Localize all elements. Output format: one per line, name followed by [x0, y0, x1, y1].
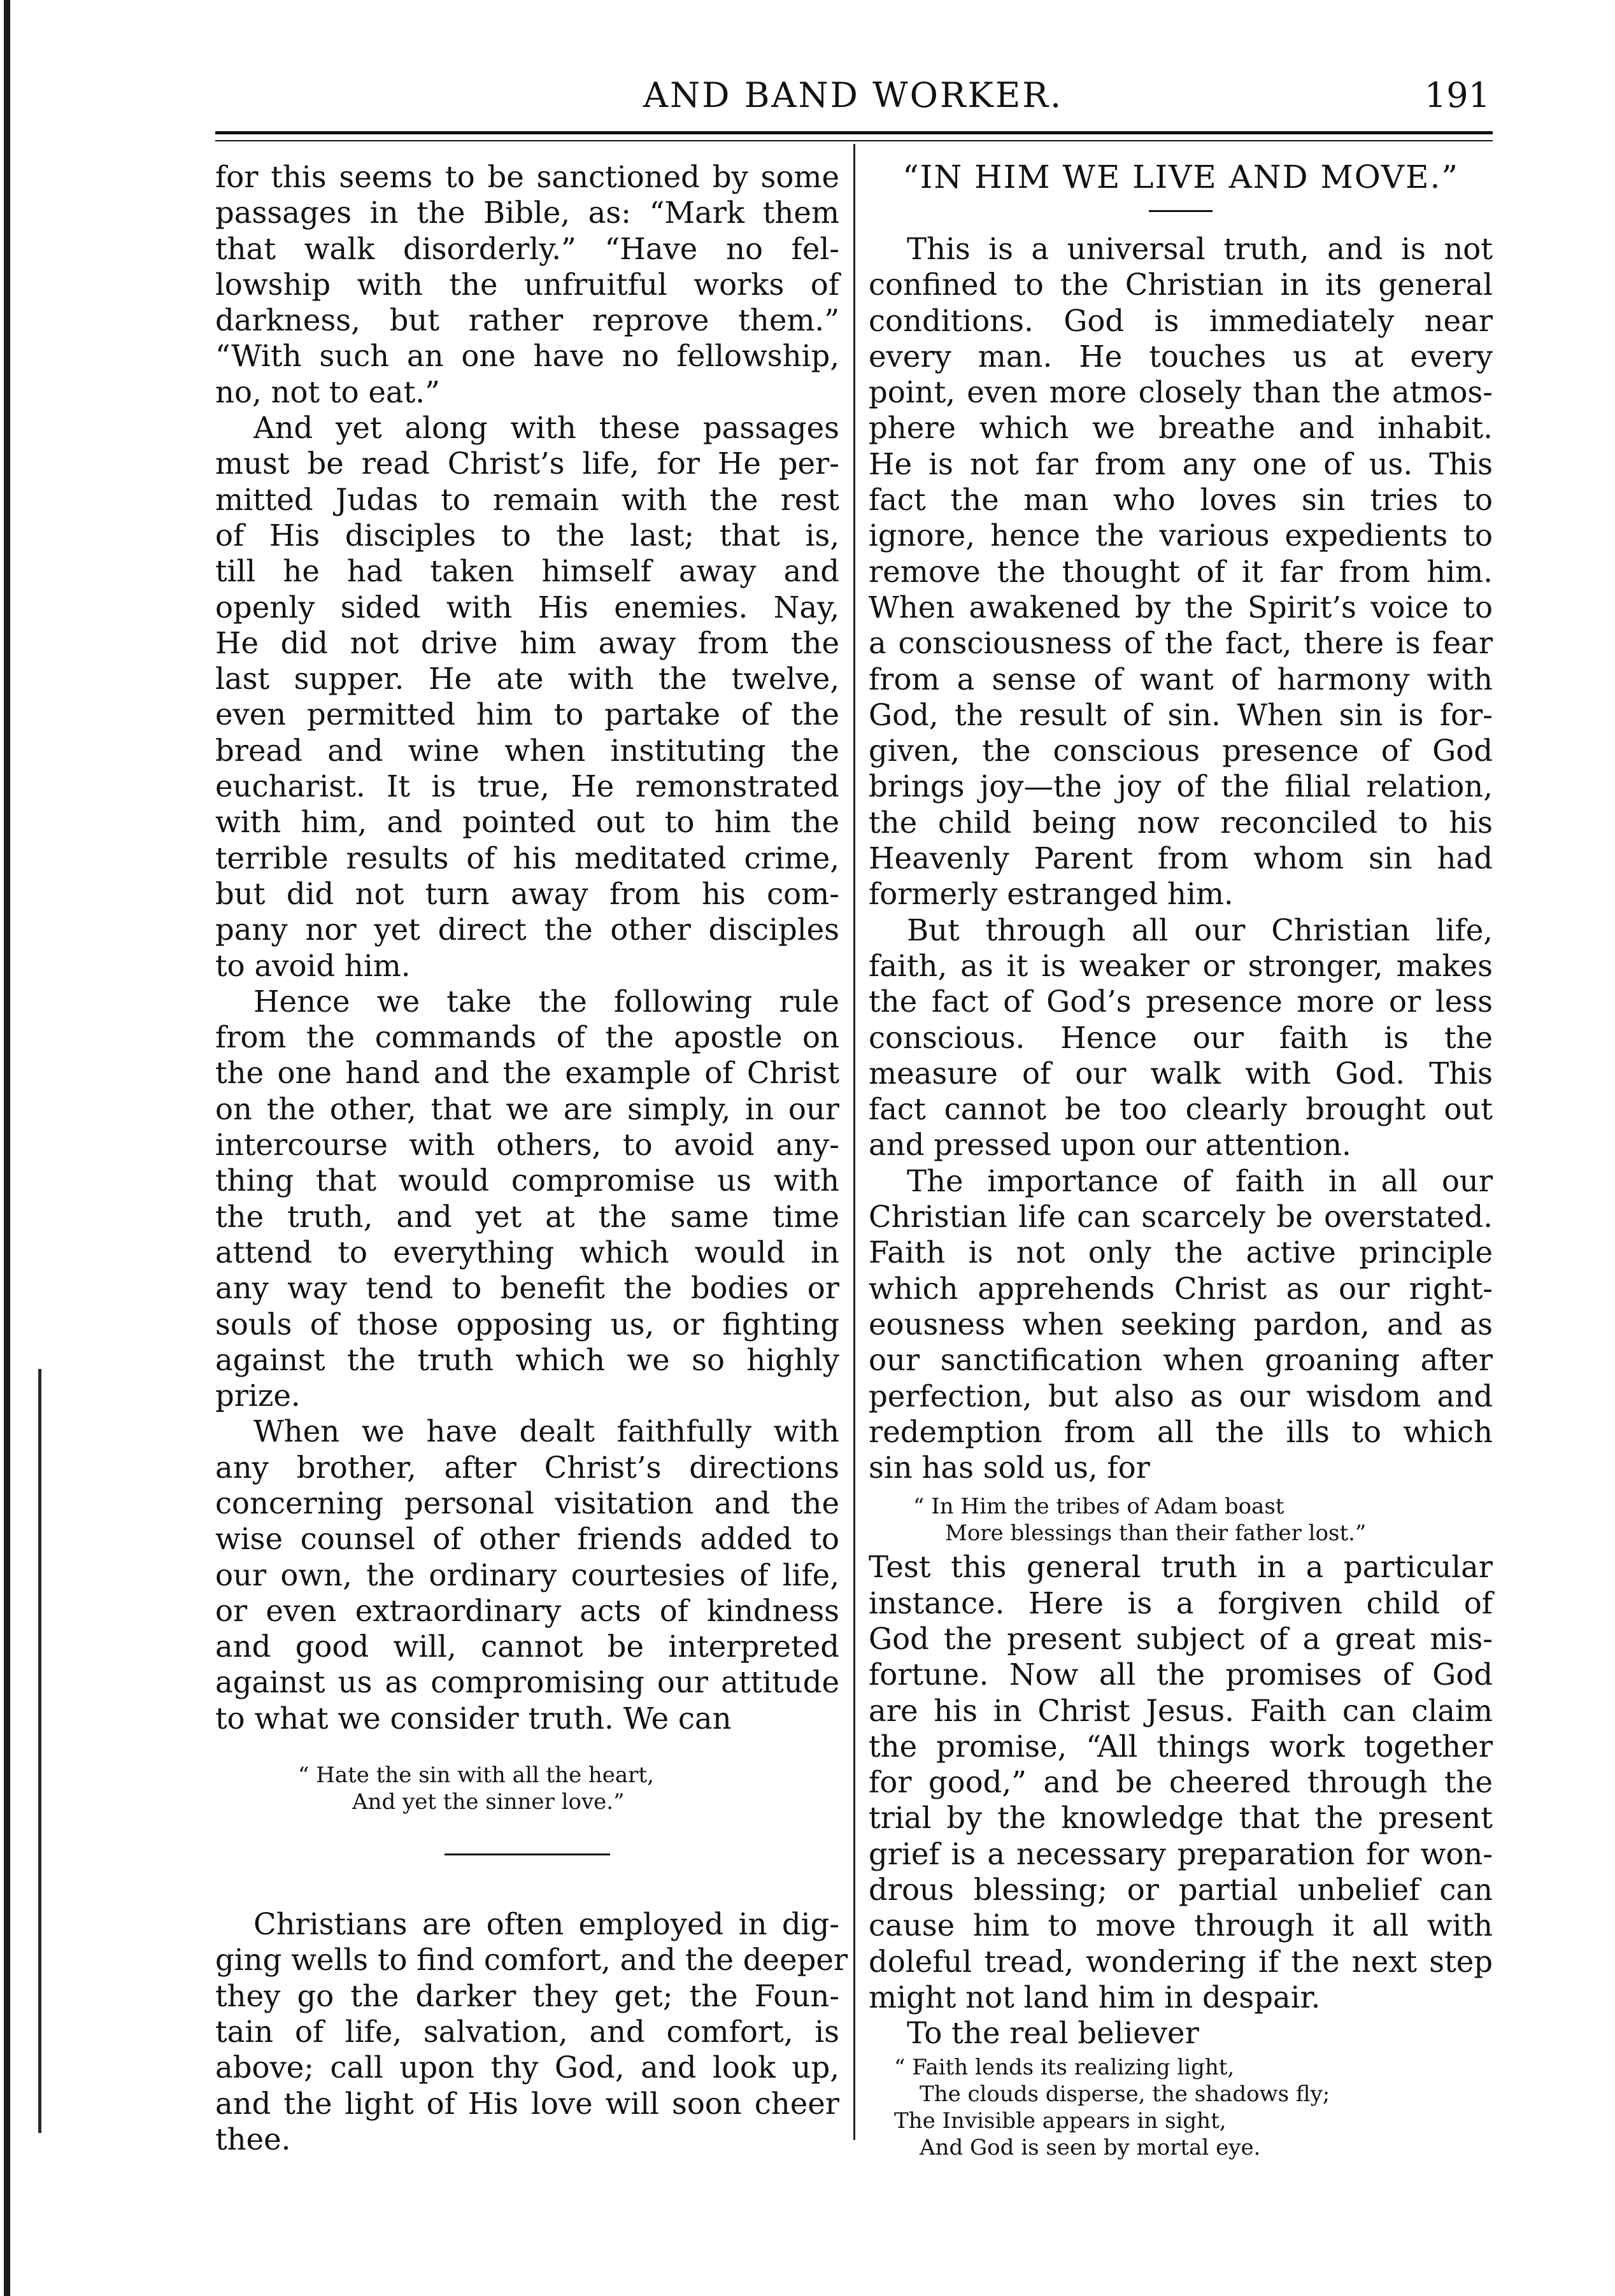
text-line: concerning personal visitation and the: [215, 1485, 839, 1520]
text-line: our sanctification when groaning after: [869, 1343, 1493, 1378]
text-line: a consciousness of the fact, there is fear: [869, 626, 1493, 661]
text-line: on the other, that we are simply, in our: [215, 1091, 839, 1126]
text-line: to avoid him.: [215, 948, 411, 983]
right-paragraph-2: [869, 912, 1493, 1163]
text-line: He is not far from any one of us. This: [869, 446, 1493, 481]
text-line: openly sided with His enemies. Nay,: [215, 590, 839, 625]
text-line: God the present subject of a great mis-: [869, 1621, 1493, 1656]
text-line: bread and wine when instituting the: [215, 733, 839, 768]
text-line: no, not to eat.”: [215, 374, 440, 409]
text-line: thing that would compromise us with: [215, 1163, 839, 1198]
text-line: terrible results of his meditated crime,: [215, 840, 839, 875]
text-line: pany nor yet direct the other disciples: [215, 912, 839, 947]
heading-rule: [1149, 210, 1213, 212]
text-line: or even extraordinary acts of kindness: [215, 1593, 839, 1628]
text-line: with him, and pointed out to him the: [215, 805, 839, 840]
text-line: formerly estranged him.: [869, 877, 1234, 912]
left-paragraph-3: [215, 984, 839, 1414]
text-line: trial by the knowledge that the present: [869, 1801, 1493, 1836]
text-line: last supper. He ate with the twelve,: [215, 662, 839, 697]
text-line: instance. Here is a forgiven child of: [869, 1585, 1493, 1620]
right-paragraph-4: [869, 1549, 1493, 2015]
text-line: eousness when seeking pardon, and as: [869, 1307, 1493, 1342]
text-line: the fact of God’s presence more or less: [869, 984, 1493, 1019]
text-line: fortune. Now all the promises of God: [869, 1657, 1493, 1692]
text-line: against the truth which we so highly: [215, 1342, 839, 1377]
text-line: for this seems to be sanctioned by some: [215, 160, 839, 194]
text-line: and good will, cannot be interpreted: [215, 1629, 839, 1664]
left-column: [215, 159, 848, 2157]
article-heading: “IN HIM WE LIVE AND MOVE.”: [902, 159, 1459, 195]
verse-line: The Invisible appears in sight,: [894, 2108, 1227, 2134]
section-divider: [445, 1853, 610, 1855]
right-paragraph-5: [869, 2015, 1493, 2051]
column-divider: [853, 144, 855, 2140]
text-line: are his in Christ Jesus. Faith can claim: [869, 1693, 1493, 1728]
text-line: and the light of His love will soon cheer: [215, 2086, 839, 2121]
text-line: God, the result of sin. When sin is for-: [869, 697, 1493, 732]
text-line: thee.: [215, 2122, 291, 2157]
text-line: prize.: [215, 1378, 301, 1414]
binding-edge-line: [4, 0, 10, 2296]
text-line: Heavenly Parent from whom sin had: [869, 841, 1493, 876]
text-line: drous blessing; or partial unbelief can: [869, 1873, 1493, 1908]
text-line: When awakened by the Spirit’s voice to: [869, 590, 1493, 625]
text-line: mitted Judas to remain with the rest: [215, 482, 839, 517]
left-verse: [215, 1762, 839, 1815]
text-line: doleful tread, wondering if the next step: [869, 1944, 1493, 1979]
text-line: above; call upon thy God, and look up,: [215, 2050, 839, 2085]
text-line: any brother, after Christ’s directions: [215, 1450, 839, 1485]
text-line: from the commands of the apostle on: [215, 1020, 839, 1055]
text-line: measure of our walk with God. This: [869, 1056, 1493, 1091]
text-line: tain of life, salvation, and comfort, is: [215, 2014, 839, 2049]
text-line: attend to everything which would in: [215, 1235, 839, 1270]
text-line: from a sense of want of harmony with: [869, 662, 1493, 697]
text-line: remove the thought of it far from him.: [869, 554, 1493, 589]
text-line: eucharist. It is true, He remonstrated: [215, 769, 839, 804]
text-line: cause him to move through it all with: [869, 1908, 1493, 1943]
text-line: point, even more closely than the atmos-: [869, 375, 1493, 410]
binding-edge-mark: [38, 1369, 41, 2133]
text-line: He did not drive him away from the: [215, 625, 839, 660]
right-column: [869, 159, 1493, 2161]
text-line: to what we consider truth. We can: [215, 1701, 732, 1736]
text-line: the promise, “All things work together: [869, 1729, 1493, 1764]
left-paragraph-4: [215, 1414, 839, 1736]
text-line: Test this general truth in a particular: [869, 1550, 1493, 1585]
text-line: faith, as it is weaker or stronger, makes: [869, 948, 1493, 983]
text-line: phere which we breathe and inhabit.: [869, 411, 1493, 446]
header-rule: [215, 131, 1493, 134]
text-line: Hence we take the following rule: [253, 984, 839, 1019]
text-line: given, the conscious presence of God: [869, 733, 1493, 769]
verse-line: More blessings than their father lost.”: [945, 1520, 1367, 1547]
text-line: This is a universal truth, and is not: [907, 232, 1493, 266]
right-paragraph-1: [869, 231, 1493, 912]
text-line: our own, the ordinary courtesies of life,: [215, 1557, 839, 1592]
text-line: wise counsel of other friends added to: [215, 1522, 839, 1557]
text-line: And yet along with these passages: [253, 411, 839, 446]
text-line: Faith is not only the active principle: [869, 1235, 1493, 1270]
text-line: for good,” and be cheered through the: [869, 1765, 1493, 1800]
text-line: fact cannot be too clearly brought out: [869, 1092, 1493, 1127]
text-line: When we have dealt faithfully with: [253, 1414, 839, 1449]
text-line: must be read Christ’s life, for He per-: [215, 446, 839, 481]
text-line: redemption from all the ills to which: [869, 1414, 1493, 1449]
text-line: of His disciples to the last; that is,: [215, 518, 839, 553]
text-line: any way tend to benefit the bodies or: [215, 1271, 839, 1306]
page-header: [217, 75, 1490, 132]
text-line: which apprehends Christ as our right-: [869, 1271, 1493, 1306]
right-verse-2: [869, 2054, 1493, 2161]
text-line: and pressed upon our attention.: [869, 1128, 1351, 1163]
text-line: sin has sold us, for: [869, 1450, 1150, 1485]
right-paragraph-3: [869, 1163, 1493, 1486]
running-title: AND BAND WORKER.: [643, 75, 1064, 115]
text-line: the truth, and yet at the same time: [215, 1199, 839, 1234]
text-line: ignore, hence the various expedients to: [869, 518, 1493, 553]
text-line: the one hand and the example of Christ: [215, 1056, 839, 1091]
text-line: “With such an one have no fellowship,: [215, 339, 839, 374]
text-line: Christians are often employed in dig-: [253, 1907, 839, 1942]
text-line: conscious. Hence our faith is the: [869, 1020, 1493, 1055]
text-line: grief is a necessary preparation for won-: [869, 1836, 1493, 1871]
text-line: brings joy—the joy of the filial relation,: [869, 769, 1493, 804]
left-paragraph-1: [215, 159, 839, 410]
text-line: But through all our Christian life,: [907, 912, 1493, 947]
verse-line: “ Hate the sin with all the heart,: [298, 1762, 654, 1789]
verse-line: And yet the sinner love.”: [352, 1789, 625, 1815]
text-line: passages in the Bible, as: “Mark them: [215, 195, 839, 230]
verse-line: “ In Him the tribes of Adam boast: [913, 1494, 1284, 1520]
text-line: against us as compromising our attitude: [215, 1665, 839, 1700]
text-line: souls of those opposing us, or fighting: [215, 1307, 839, 1342]
verse-line: And God is seen by mortal eye.: [920, 2134, 1261, 2160]
header-rule-thin: [215, 140, 1493, 141]
text-line: the child being now reconciled to his: [869, 805, 1493, 840]
text-line: perfection, but also as our wisdom and: [869, 1378, 1493, 1414]
text-line: confined to the Christian in its general: [869, 267, 1493, 302]
text-line: till he had taken himself away and: [215, 554, 839, 589]
text-line: To the real believer: [907, 2016, 1199, 2051]
text-line: might not land him in despair.: [869, 1980, 1321, 2015]
text-line: even permitted him to partake of the: [215, 697, 839, 732]
text-line: fact the man who loves sin tries to: [869, 483, 1493, 518]
text-line: every man. He touches us at every: [869, 339, 1493, 374]
right-verse-1: [869, 1493, 1493, 1547]
left-paragraph-2: [215, 410, 839, 984]
text-line: that walk disorderly.” “Have no fel-: [215, 231, 839, 266]
verse-line: “ Faith lends its realizing light,: [894, 2054, 1235, 2080]
text-line: The importance of faith in all our: [907, 1163, 1493, 1198]
verse-line: The clouds disperse, the shadows fly;: [920, 2081, 1330, 2107]
text-line: darkness, but rather reprove them.”: [215, 303, 839, 338]
page-number: 191: [1424, 75, 1490, 115]
text-line: they go the darker they get; the Foun-: [215, 1978, 839, 2013]
text-line: lowship with the unfruitful works of: [215, 267, 839, 302]
text-line: Christian life can scarcely be overstated.: [869, 1200, 1493, 1235]
text-line: conditions. God is immediately near: [869, 303, 1493, 338]
text-line: ging wells to find comfort, and the deeper: [215, 1943, 848, 1978]
text-line: intercourse with others, to avoid any-: [215, 1128, 839, 1163]
left-paragraph-5: [215, 1906, 848, 2157]
text-line: but did not turn away from his com-: [215, 876, 839, 911]
